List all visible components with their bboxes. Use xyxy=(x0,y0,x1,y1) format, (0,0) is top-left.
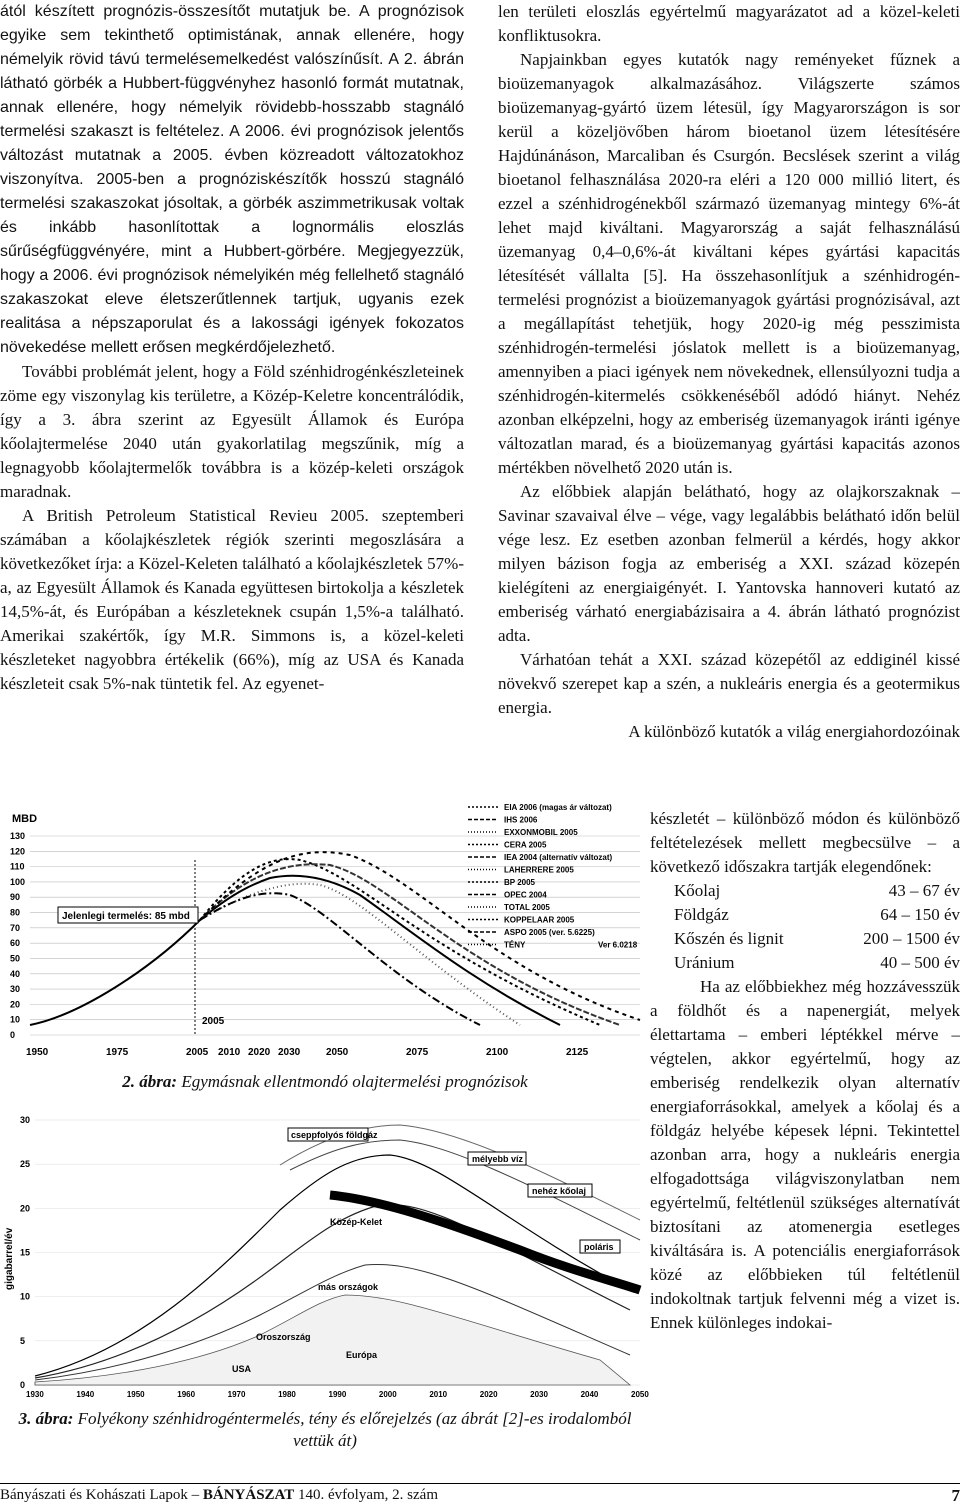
fig3-label-other: más országok xyxy=(318,1282,379,1292)
fig3-label-russia: Oroszország xyxy=(256,1332,311,1342)
figure-3-chart xyxy=(0,1100,650,1400)
fig3-ytick: 0 xyxy=(20,1380,26,1390)
fig3-ytick: 15 xyxy=(20,1247,31,1258)
fig2-ytick: 10 xyxy=(10,1014,21,1025)
fig2-ytick: 50 xyxy=(10,953,21,964)
table-row xyxy=(674,879,960,903)
fig2-legend-entry: BP 2005 xyxy=(504,878,535,887)
left-paragraph-3: A British Petroleum Statistical Revieu 2005. szeptemberi számában a kőolajkészletek régiók szerinti megoszlására a következőket írja: a Közel-Keleten található a kőolajkészletek 57%-a, az Egyesült Államok és Kanada együttesen birtokolja a készletek 14,5%-át, és Európában a készleteknek csupán 1,5%-a található. Amerikai szakértők, így M.R. Simmons is, a közel-keleti készleteket nagyobbra értékelik (66%), míg az USA és Kanada készleteit csak 5%-nak tüntetik fel. Az egyenet- xyxy=(0,506,464,693)
fig3-label-deepwater: mélyebb víz xyxy=(472,1154,524,1164)
fig2-legend-entry: TOTAL 2005 xyxy=(504,903,550,912)
figure-2 xyxy=(0,800,650,1062)
fig3-label-europe: Európa xyxy=(346,1350,378,1360)
fig3-xtick: 1970 xyxy=(227,1390,246,1399)
wrap-column xyxy=(650,807,960,1335)
fig2-ytick: 110 xyxy=(10,861,25,872)
figure-2-caption xyxy=(0,1071,650,1093)
page-footer: Bányászati és Kohászati Lapok – BÁNYÁSZAT 140. évfolyam, 2. szám xyxy=(0,1483,960,1506)
fig2-caption-label: 2. ábra: xyxy=(122,1072,178,1091)
reserve-years: 43 – 67 év xyxy=(888,881,960,900)
wrap-paragraph-6: Ha az előbbiekhez még hozzávesszük a földhőt és a napenergiát, melyek élettartama – emberi léptékkel mérve – végtelen, akkor egyértelmű, hogy az emberiség rendelkezik olyan alternatív energiaforrásokkal, amelyek a kőolaj és a földgáz helyébe képesek lépni. Tekintettel azonban arra, hogy a nukleáris energia elfogadottsága világviszonylatban nem egyértelmű, feltétlenül szükséges alternatívát biztosítani az atomenergia esetleges kiváltására is. A potenciális energiaforrások közé az előbbieken túl feltétlenül indokoltnak tartjuk felvenni még a vizet is. Ennek különleges indokai- xyxy=(650,977,960,1332)
fig3-ytick: 10 xyxy=(20,1291,31,1302)
table-row xyxy=(674,903,960,927)
fig2-xtick: 2005 xyxy=(186,1047,209,1058)
reserve-name: Földgáz xyxy=(674,905,729,924)
reserve-name: Kőszén és lignit xyxy=(674,929,784,948)
reserve-name: Uránium xyxy=(674,953,735,972)
fig2-xtick: 2030 xyxy=(278,1047,301,1058)
footer-journal: Bányászati és Kohászati Lapok xyxy=(0,1487,188,1503)
fig2-xtick: 2010 xyxy=(218,1047,241,1058)
fig3-xtick: 1950 xyxy=(126,1390,145,1399)
left-paragraph-2: További problémát jelent, hogy a Föld szénhidrogénkészleteinek zöme egy viszonylag kis területre, a Közép-Keletre koncentrálódik, így a 3. ábra szerint az Egyesült Államok és Európa kőolajtermelése 2040 után gyakorlatilag megszűnik, míg a legnagyobb kőolajtermelők továbbra is a közép-keleti országok maradnak. xyxy=(0,362,464,501)
reserve-years: 64 – 150 év xyxy=(880,905,960,924)
reserve-years: 40 – 500 év xyxy=(880,953,960,972)
fig2-xtick: 2100 xyxy=(486,1047,509,1058)
fig3-ytick: 20 xyxy=(20,1203,31,1214)
footer-section: BÁNYÁSZAT xyxy=(202,1487,295,1503)
fig3-xtick: 2040 xyxy=(580,1390,599,1399)
table-row xyxy=(674,951,960,975)
fig2-legend-entry: EXXONMOBIL 2005 xyxy=(504,828,578,837)
fig3-band-europe xyxy=(35,1295,630,1385)
fig3-label-usa: USA xyxy=(232,1364,252,1374)
reserves-table xyxy=(674,879,960,975)
fig3-xtick: 2030 xyxy=(530,1390,548,1399)
fig2-ytick: 80 xyxy=(10,907,21,918)
fig3-label-heavy: nehéz kőolaj xyxy=(532,1186,587,1196)
right-paragraph-2: Napjainkban egyes kutatók nagy reményeket fűznek a bioüzemanyagok alkalmazásához. Világszerte számos bioüzemanyag-gyártó üzem létesül, így Magyarországon is sor kerül a közeljövőben három bioetanol üzem létesítésére Hajdúnánáson, Marcaliban és Csurgón. Becslések szerint a világ bioetanol felhasználása 2020-ra eléri a 120 000 millió litert, és ezzel a szénhidrogénekből származó üzemanyag mintegy 6%-át lehet majd kiváltani. Magyarország a saját felhasználású üzemanyag 0,4–0,6%-át kiváltani képes gyártási kapacitás létesítését vállalta [5]. Ha összehasonlítjuk a szénhidrogén-termelési prognózist a bioüzemanyagok gyártási prognózisával, azt a megállapítást tehetjük, hogy 2020-ig még pesszimista szénhidrogén-termelési jóslatok mellett is a bioüzemanyag, amennyiben a piaci igények nem növekednek, ellensúlyozni tudja a szénhidrogén-kitermelés csökkenéséből adódó hiányt. Nehéz azonban elképzelni, hogy az emberiség üzemanyagok iránti igénye változatlan marad, és a bioüzemanyag gyártási kapacitás azonos mértékben növelhető 2020 után is. xyxy=(498,50,960,477)
fig2-legend-entry: KOPPELAAR 2005 xyxy=(504,915,575,925)
right-paragraph-3: Az előbbiek alapján belátható, hogy az olajkorszaknak – Savinar szavaival élve – vége, vagy legalábbis belátható időn belül vége lesz. Ez esetben azonban felmerül a kérdés, hogy akkor milyen bázison fogja az emberiség a XXI. század közepén kielégíteni az energiaigényét. I. Yantovska hannoveri kutató az emberiség várható energiabázisaira a 4. ábrán látható prognózist adta. xyxy=(498,482,960,645)
fig3-xtick: 1960 xyxy=(177,1390,196,1399)
fig2-xtick: 1975 xyxy=(106,1047,129,1058)
fig2-ytick: 90 xyxy=(10,892,21,903)
reserve-name: Kőolaj xyxy=(674,881,721,900)
left-column xyxy=(0,0,464,696)
footer-issue: 140. évfolyam, 2. szám xyxy=(298,1487,438,1503)
fig2-legend-entry: LAHERRERE 2005 xyxy=(504,865,574,875)
page-number: 7 xyxy=(951,1486,960,1505)
figure-3 xyxy=(0,1100,650,1400)
fig2-xtick: 2050 xyxy=(326,1047,349,1058)
left-paragraph-1: ától készített prognózis-összesítőt mutatjuk be. A prognózisok egyike sem tekinthető optimistának, annak ellenére, hogy némelyik rövid távú termelésemelkedést valószínűsít. A 2. ábrán látható görbék a Hubbert-függvényhez hasonló formát mutatnak, annak ellenére, hogy némelyik rövidebb-hosszabb stagnáló termelési szakaszt is feltételez. A 2006. évi prognózisok jelentős változást mutatnak a 2005. évben közreadott változatokhoz viszonyítva. 2005-ben a prognóziskészítők hosszú stagnáló termelési szakaszokat jósoltak, a görbék aszimmetrikusak voltak és inkább hasonlítottak a lognormális eloszlás sűrűségfüggvényére, mint a Hubbert-görbére. Megjegyezzük, hogy a 2006. évi prognózisok némelyikén még fellelhető stagnáló szakaszokat eleve életszerűtlennek tartjuk, ugyanis ezek realitása a népszaporulat és a lakossági igények fokozatos növekedése mellett erősen megkérdőjelezhető. xyxy=(0,3,464,356)
fig2-ytick: 70 xyxy=(10,922,21,933)
fig2-ytick: 0 xyxy=(10,1030,16,1040)
fig3-caption-text: Folyékony szénhidrogéntermelés, tény és előrejelzés (az ábrát [2]-es irodalomból vettük át) xyxy=(77,1409,632,1450)
fig3-caption-label: 3. ábra: xyxy=(18,1409,74,1428)
wrap-paragraph-5-rest: készletét – különböző módon és különböző feltételezések mellett megbecsülve – a következő időszakra tartják elegendőnek: xyxy=(650,809,960,876)
fig3-label-mideast: Közép-Kelet xyxy=(330,1217,383,1227)
fig3-xtick: 1940 xyxy=(76,1390,95,1399)
fig3-label-polar: poláris xyxy=(584,1242,614,1252)
fig2-legend-entry: TÉNY xyxy=(504,940,526,950)
fig3-xtick: 2000 xyxy=(378,1390,397,1399)
fig2-legend-entry: CERA 2005 xyxy=(504,840,547,850)
fig2-ytick: 20 xyxy=(10,999,21,1010)
fig2-caption-text: Egymásnak ellentmondó olajtermelési prognózisok xyxy=(181,1072,528,1091)
fig2-legend-entry: IHS 2006 xyxy=(504,815,538,825)
fig2-ytick: 30 xyxy=(10,984,21,995)
reserve-years: 200 – 1500 év xyxy=(863,929,960,948)
fig2-ylabel: MBD xyxy=(12,813,38,825)
fig3-xtick: 1980 xyxy=(278,1390,296,1399)
fig3-ylabel: gigabarrel/év xyxy=(4,1227,15,1290)
fig2-legend-entry: ASPO 2005 (ver. 5.6225) xyxy=(504,928,595,937)
fig3-ytick: 30 xyxy=(20,1115,31,1125)
fig3-ytick: 25 xyxy=(20,1159,31,1170)
fig2-legend-entry: IEA 2004 (alternatív változat) xyxy=(504,853,613,862)
fig3-label-lng: cseppfolyós földgáz xyxy=(291,1130,378,1140)
right-paragraph-1: len területi eloszlás egyértelmű magyarázatot ad a közel-keleti konfliktusokra. xyxy=(498,2,960,45)
fig2-legend-version: Ver 6.0218 xyxy=(598,940,638,950)
fig2-xtick: 2075 xyxy=(406,1047,429,1058)
table-row xyxy=(674,927,960,951)
fig2-ytick: 120 xyxy=(10,846,26,857)
fig3-xtick: 2050 xyxy=(631,1390,649,1399)
fig2-xtick: 2125 xyxy=(566,1047,589,1058)
fig3-xtick: 2020 xyxy=(479,1390,498,1399)
fig3-ytick: 5 xyxy=(20,1335,26,1346)
figure-2-chart xyxy=(0,800,650,1062)
fig3-xtick: 1930 xyxy=(26,1390,44,1399)
fig2-legend-entry: OPEC 2004 xyxy=(504,890,547,900)
figure-3-caption xyxy=(10,1408,640,1452)
right-column xyxy=(498,0,960,744)
fig2-legend-entry: EIA 2006 (magas ár változat) xyxy=(504,803,612,812)
fig2-2005-label: 2005 xyxy=(202,1016,225,1027)
fig2-ytick: 100 xyxy=(10,876,26,887)
fig2-ytick: 130 xyxy=(10,831,26,841)
fig3-xtick: 1990 xyxy=(328,1390,347,1399)
right-paragraph-5-start: A különböző kutatók a világ energiahordozóinak xyxy=(628,722,960,741)
fig2-xtick: 1950 xyxy=(26,1047,49,1058)
fig2-xtick: 2020 xyxy=(248,1047,271,1058)
right-paragraph-4: Várhatóan tehát a XXI. század közepétől az eddiginél kissé növekvő szerepet kap a szén, a nukleáris energia és a geotermikus energia. xyxy=(498,650,960,717)
fig2-ytick: 60 xyxy=(10,938,21,949)
fig2-now-annotation: Jelenlegi termelés: 85 mbd xyxy=(62,911,190,922)
fig2-ytick: 40 xyxy=(10,968,21,979)
fig3-xtick: 2010 xyxy=(429,1390,448,1399)
